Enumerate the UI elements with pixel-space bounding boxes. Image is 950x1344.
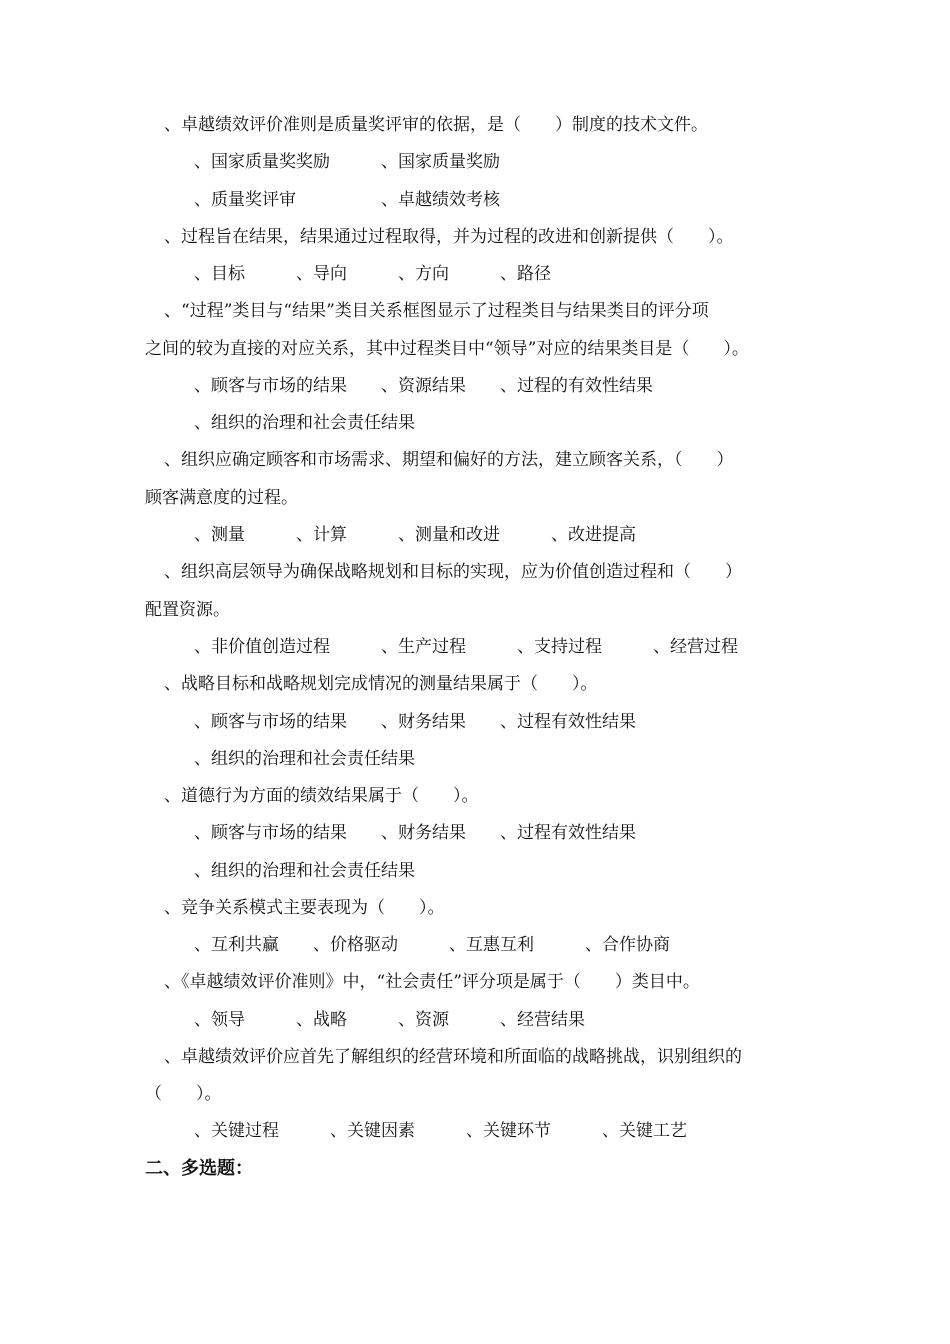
section-heading: 二、多选题： — [145, 1158, 253, 1179]
question-9-text: 、《卓越绩效评价准则》中，“社会责任”评分项是属于（ ）类目中。 — [164, 972, 700, 992]
question-2-options: 、目标 、导向 、方向 、路径 — [194, 264, 551, 284]
question-8-text: 、竞争关系模式主要表现为（ ）。 — [164, 898, 445, 918]
question-6-text: 、战略目标和战略规划完成情况的测量结果属于（ ）。 — [164, 674, 598, 694]
question-4-text-line-2: 顾客满意度的过程。 — [145, 488, 298, 508]
question-4-text-line-1: 、组织应确定顾客和市场需求、期望和偏好的方法，建立顾客关系，（ ） — [164, 450, 734, 470]
question-5-options: 、非价值创造过程 、生产过程 、支持过程 、经营过程 — [194, 637, 738, 657]
question-3-text-line-2: 之间的较为直接的对应关系，其中过程类目中“领导”对应的结果类目是（ ）。 — [145, 339, 749, 359]
question-5-text-line-1: 、组织高层领导为确保战略规划和目标的实现，应为价值创造过程和（ ） — [164, 562, 742, 582]
question-3-options-row-2: 、组织的治理和社会责任结果 — [194, 413, 415, 433]
question-7-text: 、道德行为方面的绩效结果属于（ ）。 — [164, 786, 479, 806]
question-7-options-row-1: 、顾客与市场的结果 、财务结果 、过程有效性结果 — [194, 823, 636, 843]
question-10-text-line-2: （ ）。 — [145, 1084, 222, 1104]
question-6-options-row-2: 、组织的治理和社会责任结果 — [194, 749, 415, 769]
question-7-options-row-2: 、组织的治理和社会责任结果 — [194, 861, 415, 881]
question-8-options: 、互利共赢 、价格驱动 、互惠互利 、合作协商 — [194, 935, 670, 955]
question-1-options-row-1: 、国家质量奖奖励 、国家质量奖励 — [194, 152, 500, 172]
question-9-options: 、领导 、战略 、资源 、经营结果 — [194, 1010, 585, 1030]
question-6-options-row-1: 、顾客与市场的结果 、财务结果 、过程有效性结果 — [194, 712, 636, 732]
question-1-text: 、卓越绩效评价准则是质量奖评审的依据，是（ ）制度的技术文件。 — [164, 115, 708, 135]
question-2-text: 、过程旨在结果，结果通过过程取得，并为过程的改进和创新提供（ ）。 — [164, 227, 734, 247]
question-10-options: 、关键过程 、关键因素 、关键环节 、关键工艺 — [194, 1121, 687, 1141]
question-10-text-line-1: 、卓越绩效评价应首先了解组织的经营环境和所面临的战略挑战，识别组织的 — [164, 1047, 742, 1067]
question-3-options-row-1: 、顾客与市场的结果 、资源结果 、过程的有效性结果 — [194, 376, 653, 396]
question-1-options-row-2: 、质量奖评审 、卓越绩效考核 — [194, 190, 500, 210]
question-3-text-line-1: 、“过程”类目与“结果”类目关系框图显示了过程类目与结果类目的评分项 — [164, 301, 709, 321]
question-5-text-line-2: 配置资源。 — [145, 600, 230, 620]
question-4-options: 、测量 、计算 、测量和改进 、改进提高 — [194, 525, 636, 545]
